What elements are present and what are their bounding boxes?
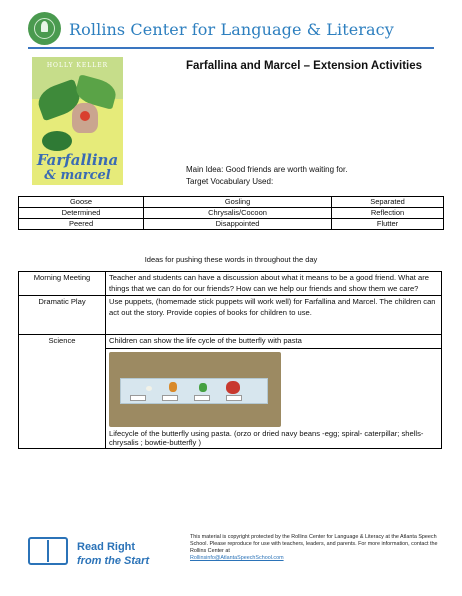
stage-label: [226, 395, 242, 401]
vocab-cell: Gosling: [144, 197, 332, 208]
activity-category: Science: [19, 335, 106, 449]
activity-description: Use puppets, (homemade stick puppets will work well) for Farfallina and Marcel. The children can act out the story. Provide copies of books for children to use.: [106, 296, 442, 335]
document-title: Farfallina and Marcel – Extension Activities: [186, 60, 423, 72]
table-row: [19, 219, 444, 230]
vocab-cell: Flutter: [332, 219, 444, 230]
book-cover-image: [32, 57, 123, 185]
copyright-notice: [190, 534, 440, 562]
vocab-cell: Peered: [19, 219, 144, 230]
photo-caption: Lifecycle of the butterfly using pasta. (orzo or dried navy beans -egg; spiral- caterpillar; shells- chrysalis ; bowtie-butterfly ): [109, 428, 424, 447]
table-row: [19, 208, 444, 219]
activity-category: Dramatic Play: [19, 296, 106, 335]
photo-cell: [106, 348, 442, 448]
activity-category: Morning Meeting: [19, 272, 106, 296]
vocab-cell: Disappointed: [144, 219, 332, 230]
butterfly-lifecycle-photo: [109, 352, 281, 427]
lifecycle-card: [120, 378, 268, 404]
chrysalis-pasta: [199, 383, 207, 392]
vocab-cell: Determined: [19, 208, 144, 219]
main-idea: Main Idea: Good friends are worth waiting for.: [186, 165, 348, 174]
activity-description: Children can show the life cycle of the butterfly with pasta: [106, 335, 442, 349]
vocab-cell: Goose: [19, 197, 144, 208]
cover-author: HOLLY KELLER: [46, 62, 109, 69]
logo-tree: [41, 21, 48, 32]
vocab-cell: Separated: [332, 197, 444, 208]
table-row: [19, 272, 442, 296]
vocabulary-table: [18, 196, 444, 230]
footer-brand-line1: Read Right: [77, 541, 136, 553]
header-rule: [28, 47, 434, 49]
cover-title-line2: & marcel: [44, 168, 111, 183]
brand-title: Rollins Center for Language & Literacy: [69, 20, 394, 39]
cover-title-line1: Farfallina: [36, 151, 119, 169]
vocab-cell: Chrysalis/Cocoon: [144, 208, 332, 219]
activities-table: [18, 271, 442, 449]
table-row: [19, 197, 444, 208]
stage-label: [130, 395, 146, 401]
stage-label: [194, 395, 210, 401]
target-vocabulary-label: Target Vocabulary Used:: [186, 177, 274, 186]
table-row: [19, 335, 442, 349]
footer-brand-line2: from the Start: [77, 555, 150, 567]
copyright-text: This material is copyright protected by the Rollins Center for Language & Literacy at the Atlanta Speech School. Please reproduce for use with teachers, leaders, and parents. For more information, contact the Rollins Center at: [190, 534, 438, 554]
ideas-heading: Ideas for pushing these words in throughout the day: [144, 255, 318, 264]
book-spine: [47, 540, 49, 562]
caterpillar-pasta: [169, 382, 177, 392]
activity-description: Teacher and students can have a discussion about what it means to be a good friend. What are things that we can do for our friends? How can we help our friends and show them we care?: [106, 272, 442, 296]
egg-pasta: [146, 386, 152, 391]
butterfly-pasta: [226, 381, 240, 394]
stage-label: [162, 395, 178, 401]
vocab-cell: Reflection: [332, 208, 444, 219]
contact-email-link[interactable]: Rollinsinfo@AtlantaSpeechSchool.com: [190, 554, 284, 561]
table-row: [19, 296, 442, 335]
